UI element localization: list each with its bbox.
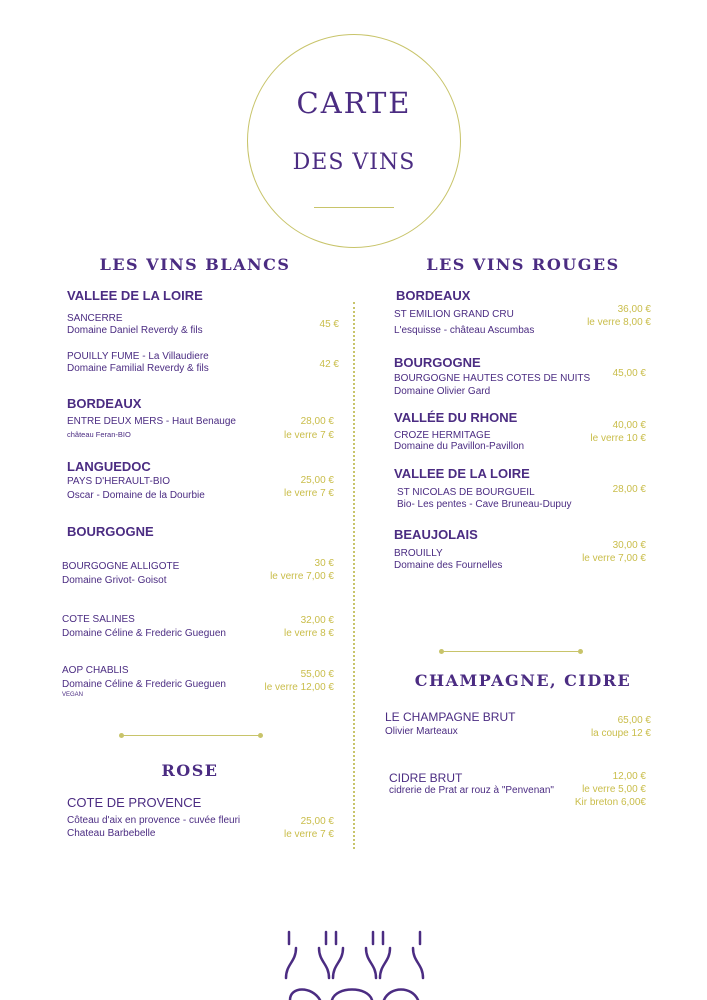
wine-name: BOURGOGNE ALLIGOTE xyxy=(62,561,180,572)
wine-name: BROUILLY xyxy=(394,548,443,559)
section-title-rouges: LES VINS ROUGES xyxy=(426,255,620,274)
wine-glass-price: le verre 12,00 € xyxy=(264,682,334,693)
wine-producer: Chateau Barbebelle xyxy=(67,828,156,839)
wine-producer: L'esquisse - château Ascumbas xyxy=(394,325,535,336)
wine-name: COTE SALINES xyxy=(62,614,135,625)
wine-glass-price: le verre 8,00 € xyxy=(587,317,651,328)
section-divider xyxy=(441,651,581,652)
wine-price: 12,00 € xyxy=(612,771,646,782)
wine-price: 65,00 € xyxy=(617,715,651,726)
region-blancs-bourgogne: BOURGOGNE xyxy=(67,524,154,539)
wine-name: ENTRE DEUX MERS - Haut Benauge xyxy=(67,416,236,427)
wine-name: PAYS D'HERAULT-BIO xyxy=(67,476,171,487)
wine-name: CIDRE BRUT xyxy=(389,771,463,785)
region-rouges-bourgogne: BOURGOGNE xyxy=(394,355,481,370)
region-blancs-loire: VALLEE DE LA LOIRE xyxy=(67,288,203,303)
wine-price: 30,00 € xyxy=(612,540,646,551)
vegan-note: VEGAN xyxy=(62,692,84,698)
wine-price: 28,00 € xyxy=(300,416,334,427)
wine-glass-price: le verre 7,00 € xyxy=(582,553,646,564)
wine-name: LE CHAMPAGNE BRUT xyxy=(385,710,516,724)
region-blancs-bordeaux: BORDEAUX xyxy=(67,396,142,411)
wine-coupe-price: la coupe 12 € xyxy=(590,728,651,739)
wine-price: 36,00 € xyxy=(617,304,651,315)
wine-name: BOURGOGNE HAUTES COTES DE NUITS xyxy=(394,373,591,384)
wine-glass-price: le verre 7 € xyxy=(283,488,334,499)
wine-price: 30 € xyxy=(314,558,334,569)
wine-price: 25,00 € xyxy=(300,475,334,486)
wine-glass-price: le verre 5,00 € xyxy=(582,784,646,795)
wine-name: ST NICOLAS DE BOURGUEIL xyxy=(397,487,535,498)
wine-glass-price: le verre 8 € xyxy=(283,628,334,639)
wine-producer: Oscar - Domaine de la Dourbie xyxy=(67,490,205,501)
wine-producer: Domaine Céline & Frederic Gueguen xyxy=(62,679,226,690)
wine-price: 45,00 € xyxy=(612,368,646,379)
wine-producer: Domaine des Fournelles xyxy=(394,560,503,571)
wine-price: 55,00 € xyxy=(300,669,334,680)
section-title-blancs: LES VINS BLANCS xyxy=(99,255,291,274)
region-rouges-beaujolais: BEAUJOLAIS xyxy=(394,527,478,542)
section-title-rose: ROSE xyxy=(161,761,219,780)
title-divider xyxy=(314,207,394,208)
page-title-carte: CARTE xyxy=(296,86,412,120)
wine-producer: Domaine Grivot- Goisot xyxy=(62,575,167,586)
wine-price: 40,00 € xyxy=(612,420,646,431)
region-rouges-bordeaux: BORDEAUX xyxy=(396,288,471,303)
wine-producer: Domaine Olivier Gard xyxy=(394,386,491,397)
region-rose-provence: COTE DE PROVENCE xyxy=(67,795,202,810)
wine-producer: Bio- Les pentes - Cave Bruneau-Dupuy xyxy=(397,499,572,510)
wine-name: ST EMILION GRAND CRU xyxy=(394,309,514,320)
wine-price: 28,00 € xyxy=(612,484,646,495)
region-rouges-loire: VALLEE DE LA LOIRE xyxy=(394,466,530,481)
wine-glass-price: le verre 7,00 € xyxy=(270,571,334,582)
wine-producer: château Feran-BIO xyxy=(67,430,131,439)
wine-price: 45 € xyxy=(319,319,339,330)
wine-name: POUILLY FUME - La Villaudiere xyxy=(67,351,209,362)
region-rouges-rhone: VALLÉE DU RHONE xyxy=(394,410,518,425)
wine-glass-price: le verre 10 € xyxy=(590,433,646,444)
wine-bottles-logo-icon xyxy=(282,928,428,1000)
title-circle xyxy=(247,34,461,248)
wine-price: 42 € xyxy=(319,359,339,370)
wine-producer: Domaine Céline & Frederic Gueguen xyxy=(62,628,226,639)
wine-glass-price: le verre 7 € xyxy=(283,829,334,840)
section-title-champagne: CHAMPAGNE, CIDRE xyxy=(414,671,632,690)
wine-producer: Olivier Marteaux xyxy=(385,726,458,737)
wine-price: 32,00 € xyxy=(300,615,334,626)
wine-name: Côteau d'aix en provence - cuvée fleuri xyxy=(67,815,241,826)
wine-name: CROZE HERMITAGE xyxy=(394,430,491,441)
wine-producer: Domaine du Pavillon-Pavillon xyxy=(394,441,525,452)
page-title-des-vins: DES VINS xyxy=(292,150,416,175)
column-divider xyxy=(353,302,355,849)
wine-glass-price: le verre 7 € xyxy=(283,430,334,441)
wine-name: SANCERRE xyxy=(67,313,123,324)
section-divider xyxy=(121,735,261,736)
wine-producer: Domaine Familial Reverdy & fils xyxy=(67,363,209,374)
region-blancs-languedoc: LANGUEDOC xyxy=(67,459,151,474)
wine-producer: cidrerie de Prat ar rouz à "Penvenan" xyxy=(389,785,554,796)
wine-name: AOP CHABLIS xyxy=(62,665,129,676)
wine-producer: Domaine Daniel Reverdy & fils xyxy=(67,325,203,336)
kir-price: Kir breton 6,00€ xyxy=(574,797,646,808)
wine-price: 25,00 € xyxy=(300,816,334,827)
